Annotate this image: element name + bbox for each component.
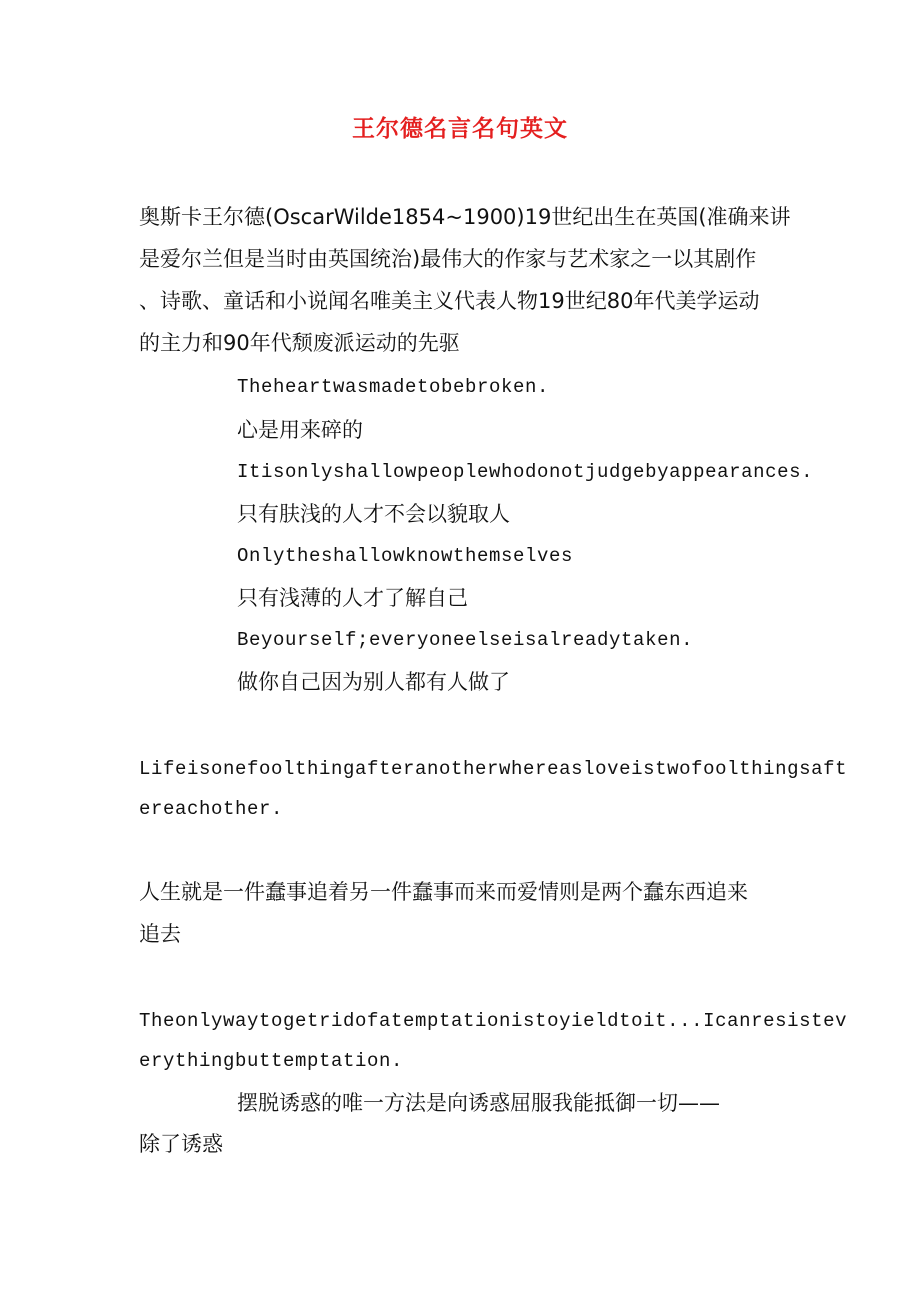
temptation-quote-chinese-line: 除了诱惑: [139, 1132, 223, 1156]
quote-english: Beyourself;everyoneelseisalreadytaken.: [237, 629, 694, 651]
quote-english: Theheartwasmadetobebroken.: [237, 376, 550, 398]
quote-english: Onlytheshallowknowthemselves: [237, 545, 574, 567]
quote-chinese: 只有肤浅的人才不会以貌取人: [237, 502, 510, 526]
page-title: 王尔德名言名句英文: [352, 115, 568, 142]
intro-line: 奥斯卡王尔德(OscarWilde1854~1900)19世纪出生在英国(准确来讲: [139, 205, 791, 229]
temptation-quote-chinese-line: 摆脱诱惑的唯一方法是向诱惑屈服我能抵御一切——: [237, 1091, 720, 1115]
intro-line: 、诗歌、童话和小说闻名唯美主义代表人物19世纪80年代美学运动: [139, 289, 760, 313]
quote-chinese: 只有浅薄的人才了解自己: [237, 586, 468, 610]
intro-line: 是爱尔兰但是当时由英国统治)最伟大的作家与艺术家之一以其剧作: [139, 247, 757, 271]
temptation-quote-english-line: Theonlywaytogetridofatemptationistoyieldtoit...Icanresistev: [139, 1010, 848, 1032]
intro-line: 的主力和90年代颓废派运动的先驱: [139, 331, 460, 355]
quote-chinese: 心是用来碎的: [237, 418, 363, 442]
life-quote-chinese-line: 追去: [139, 922, 181, 946]
quote-english: Itisonlyshallowpeoplewhodonotjudgebyappearances.: [237, 461, 814, 483]
temptation-quote-english-line: erythingbuttemptation.: [139, 1050, 404, 1072]
intro-paragraph: [139, 196, 789, 364]
life-quote-chinese-line: 人生就是一件蠢事追着另一件蠢事而来而爱情则是两个蠢东西追来: [139, 880, 748, 904]
life-quote-english-line: Lifeisonefoolthingafteranotherwhereasloveistwofoolthingsaft: [139, 758, 848, 780]
quote-chinese: 做你自己因为别人都有人做了: [237, 670, 510, 694]
life-quote-english-line: ereachother.: [139, 798, 284, 820]
